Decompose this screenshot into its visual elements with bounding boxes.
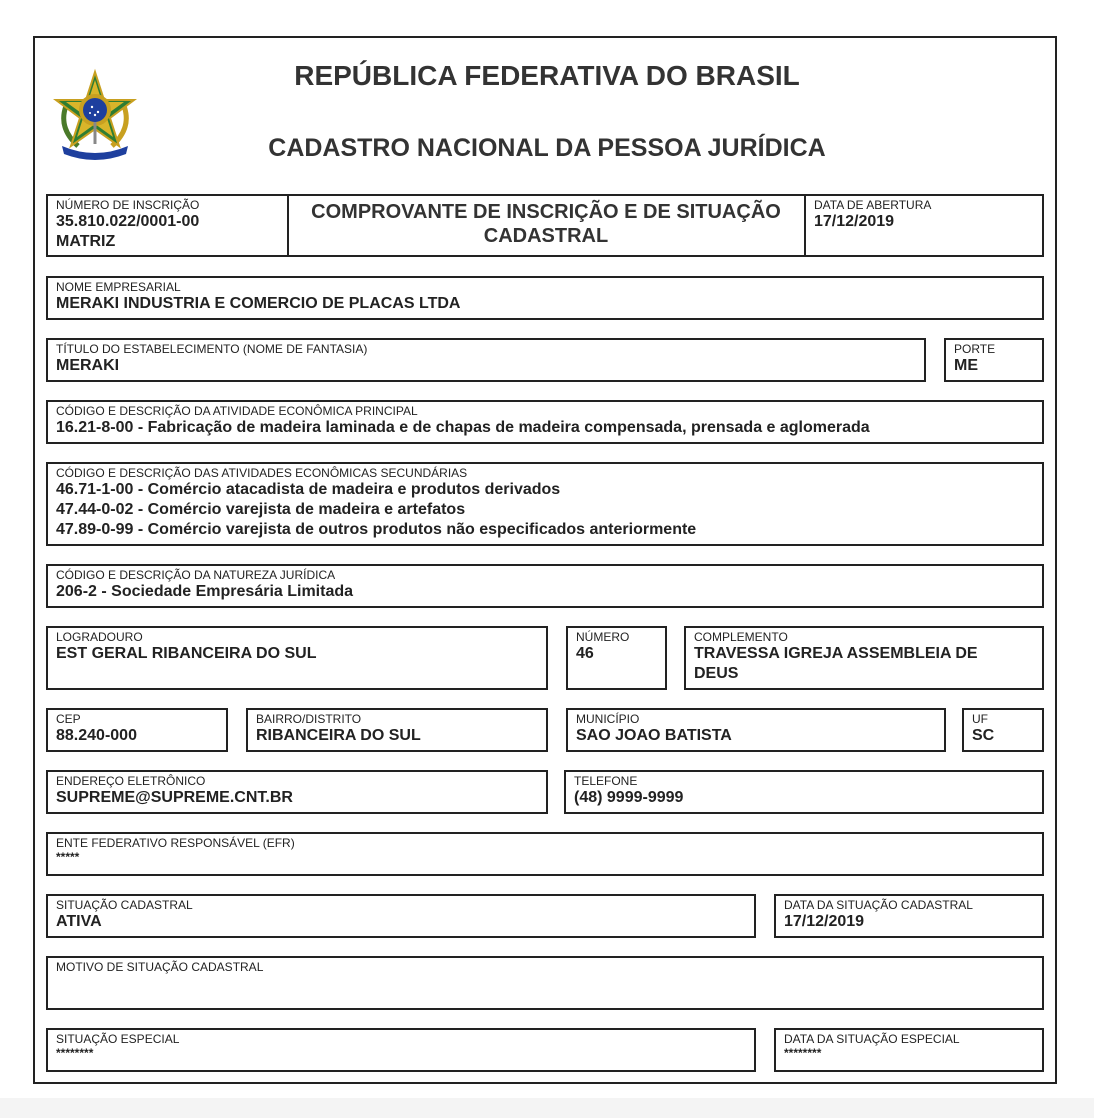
field-label: ENDEREÇO ELETRÔNICO bbox=[56, 774, 206, 788]
numero-value: 46 bbox=[576, 645, 594, 662]
field-label: BAIRRO/DISTRITO bbox=[256, 712, 362, 726]
field-label: ENTE FEDERATIVO RESPONSÁVEL (EFR) bbox=[56, 836, 295, 850]
data-situacao-especial-value: ******** bbox=[784, 1046, 822, 1060]
bairro-value: RIBANCEIRA DO SUL bbox=[256, 727, 421, 744]
field-label: DATA DA SITUAÇÃO ESPECIAL bbox=[784, 1032, 960, 1046]
field-label: TELEFONE bbox=[574, 774, 638, 788]
situacao-cadastral-value: ATIVA bbox=[56, 913, 102, 930]
complemento-line1: TRAVESSA IGREJA ASSEMBLEIA DE bbox=[694, 645, 978, 662]
efr-field bbox=[46, 832, 1044, 876]
field-label: COMPLEMENTO bbox=[694, 630, 788, 644]
comprovante-line1: COMPROVANTE DE INSCRIÇÃO E DE SITUAÇÃO bbox=[311, 201, 781, 223]
field-label: CEP bbox=[56, 712, 81, 726]
uf-value: SC bbox=[972, 727, 995, 744]
email-value: SUPREME@SUPREME.CNT.BR bbox=[56, 789, 293, 806]
motivo-field bbox=[46, 956, 1044, 1010]
situacao-especial-value: ******** bbox=[56, 1046, 94, 1060]
list-item: 47.89-0-99 - Comércio varejista de outros produtos não especificados anteriormente bbox=[56, 521, 697, 538]
municipio-value: SAO JOAO BATISTA bbox=[576, 727, 732, 744]
data-situacao-especial-field bbox=[774, 1028, 1044, 1072]
bairro-field bbox=[246, 708, 548, 752]
nome-empresarial-field bbox=[46, 276, 1044, 320]
field-label: PORTE bbox=[954, 342, 996, 356]
field-label: MOTIVO DE SITUAÇÃO CADASTRAL bbox=[56, 960, 264, 974]
page-subtitle: CADASTRO NACIONAL DA PESSOA JURÍDICA bbox=[268, 134, 826, 162]
numero-field bbox=[566, 626, 667, 690]
field-label: CÓDIGO E DESCRIÇÃO DA ATIVIDADE ECONÔMICA PRINCIPAL bbox=[56, 404, 418, 418]
cep-value: 88.240-000 bbox=[56, 727, 137, 744]
abertura-value: 17/12/2019 bbox=[814, 213, 895, 230]
field-label: CÓDIGO E DESCRIÇÃO DAS ATIVIDADES ECONÔMICAS SECUNDÁRIAS bbox=[56, 466, 468, 480]
inscricao-field bbox=[46, 194, 289, 257]
cep-field bbox=[46, 708, 228, 752]
logradouro-value: EST GERAL RIBANCEIRA DO SUL bbox=[56, 645, 317, 662]
data-situacao-cadastral-value: 17/12/2019 bbox=[784, 913, 865, 930]
complemento-line2: DEUS bbox=[694, 665, 739, 682]
page-title: REPÚBLICA FEDERATIVA DO BRASIL bbox=[294, 60, 800, 91]
titulo-field bbox=[46, 338, 926, 382]
natureza-juridica-value: 206-2 - Sociedade Empresária Limitada bbox=[56, 583, 354, 600]
comprovante-line2: CADASTRAL bbox=[483, 225, 609, 247]
complemento-field bbox=[684, 626, 1044, 690]
field-label: NÚMERO DE INSCRIÇÃO bbox=[56, 198, 200, 212]
email-field bbox=[46, 770, 548, 814]
list-item: 46.71-1-00 - Comércio atacadista de madeira e produtos derivados bbox=[56, 481, 561, 498]
situacao-especial-field bbox=[46, 1028, 756, 1072]
nome-empresarial-value: MERAKI INDUSTRIA E COMERCIO DE PLACAS LTDA bbox=[56, 295, 461, 312]
abertura-field bbox=[804, 194, 1044, 257]
telefone-value: (48) 9999-9999 bbox=[574, 789, 684, 806]
inscricao-numero: 35.810.022/0001-00 bbox=[56, 213, 200, 230]
field-label: DATA DE ABERTURA bbox=[814, 198, 932, 212]
field-label: CÓDIGO E DESCRIÇÃO DA NATUREZA JURÍDICA bbox=[56, 568, 336, 582]
data-situacao-cadastral-field bbox=[774, 894, 1044, 938]
field-label: NÚMERO bbox=[576, 630, 630, 644]
telefone-field bbox=[564, 770, 1044, 814]
titulo-value: MERAKI bbox=[56, 357, 120, 374]
field-label: MUNICÍPIO bbox=[576, 712, 640, 726]
comprovante-title bbox=[287, 194, 805, 257]
inscricao-tipo: MATRIZ bbox=[56, 233, 116, 250]
logradouro-field bbox=[46, 626, 548, 690]
natureza-juridica-field bbox=[46, 564, 1044, 608]
field-label: DATA DA SITUAÇÃO CADASTRAL bbox=[784, 898, 973, 912]
efr-value: ***** bbox=[56, 850, 80, 864]
porte-field bbox=[944, 338, 1044, 382]
uf-field bbox=[962, 708, 1044, 752]
situacao-cadastral-field bbox=[46, 894, 756, 938]
municipio-field bbox=[566, 708, 946, 752]
field-label: UF bbox=[972, 712, 988, 726]
atividade-principal-value: 16.21-8-00 - Fabricação de madeira laminada e de chapas de madeira compensada, prensada e aglomerada bbox=[56, 419, 870, 436]
atividade-principal-field bbox=[46, 400, 1044, 444]
list-item: 47.44-0-02 - Comércio varejista de madeira e artefatos bbox=[56, 501, 466, 518]
field-label: TÍTULO DO ESTABELECIMENTO (NOME DE FANTASIA) bbox=[56, 342, 368, 356]
field-label: SITUAÇÃO CADASTRAL bbox=[56, 898, 193, 912]
porte-value: ME bbox=[954, 357, 978, 374]
field-label: LOGRADOURO bbox=[56, 630, 143, 644]
field-label: SITUAÇÃO ESPECIAL bbox=[56, 1032, 180, 1046]
atividades-secundarias-field bbox=[46, 462, 1044, 546]
field-label: NOME EMPRESARIAL bbox=[56, 280, 181, 294]
